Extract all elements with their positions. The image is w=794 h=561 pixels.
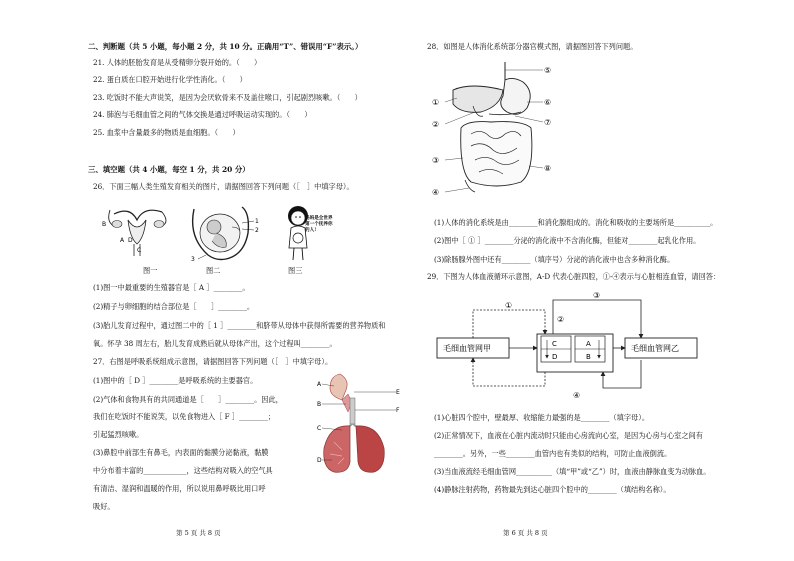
- digestive-system-figure: [431, 62, 561, 200]
- resp-label-b: B: [317, 401, 322, 408]
- q29-line4: (3)当血液流经毛细血管网__________（填“甲”或“乙”）时，血液由静脉血变为动脉血。: [434, 467, 711, 476]
- digest-label-6: ⑥: [544, 98, 552, 107]
- circulation-diagram: [433, 288, 705, 403]
- q29-stem: 29．下图为人体血液循环示意图，A-D 代表心脏四腔，①-④表示与心脏相连血管，请回答：: [427, 272, 721, 281]
- q23: 23. 吃饭时不能大声说笑，是因为会厌软骨来不及盖住喉口，引起剧烈咳嗽。（ ）: [93, 93, 362, 102]
- fig1-caption: 图一: [143, 266, 158, 275]
- digest-label-8: ⑧: [544, 164, 552, 173]
- q27-line1: (1)图中的［ D ］________是呼吸系统的主要器官。: [93, 376, 258, 385]
- capillary-network-yi: 毛细血管网乙: [631, 344, 679, 353]
- vessel-4: ④: [573, 391, 581, 400]
- digest-label-7: ⑦: [544, 118, 552, 127]
- chamber-b: B: [586, 353, 591, 361]
- q27-line5: (3)鼻腔中前部生有鼻毛，内表面的黏膜分泌黏液，黏膜: [93, 448, 269, 457]
- q29-line3: ________。另外，一些________血管内也有类似的结构，可防止血液倒流。: [434, 449, 672, 458]
- mother-speech-bubble: 妈妈是全世界第一个抚养你的人!: [305, 216, 333, 234]
- fig1-label-b: B: [102, 221, 107, 228]
- q24: 24. 肺泡与毛细血管之间的气体交换是通过呼吸运动实现的。（ ）: [93, 110, 312, 119]
- q26-line3: (3)胎儿发育过程中，通过图二中的［ 1 ］________和脐带从母体中获得所需要的营养物质和: [93, 321, 386, 330]
- respiratory-system-figure: [312, 372, 402, 482]
- q27-line4: 引起猛烈咳嗽。: [93, 430, 144, 439]
- fig2-label-1: 1: [255, 218, 259, 225]
- q21: 21. 人体的胚胎发育是从受精卵分裂开始的。（ ）: [93, 58, 262, 67]
- q29-line1: (1)心脏四个腔中，壁最厚、收缩能力最强的是________（填字母）。: [434, 413, 650, 422]
- q27-line3: 我们在吃饭时不能说笑，以免食物进入［ F ］________；: [93, 412, 276, 421]
- vessel-3: ③: [593, 291, 601, 300]
- fig1-label-a: A: [120, 237, 125, 244]
- q27-line7: 有清洁、湿润和温暖的作用，所以说用鼻呼吸比用口呼: [93, 484, 266, 493]
- fetus-figure: [186, 203, 266, 263]
- resp-label-c: C: [317, 425, 322, 432]
- page-footer-left: 第 5 页 共 8 页: [176, 529, 221, 537]
- q27-stem: 27．右图是呼吸系统组成示意图，请据图回答下列问题（［ ］中填字母）。: [93, 357, 333, 366]
- fig2-label-2: 2: [255, 227, 259, 234]
- chamber-d: D: [552, 353, 558, 361]
- digest-label-3: ③: [432, 156, 440, 165]
- chamber-c: C: [552, 340, 557, 348]
- vessel-1: ①: [505, 301, 513, 310]
- q27-line6: 中分布着丰富的____________，这些结构对吸入的空气具: [93, 466, 273, 475]
- q27-line2: (2)气体和食物具有的共同通道是［ ］________。因此，: [93, 395, 283, 404]
- resp-label-a: A: [317, 381, 322, 388]
- uterus-figure: [100, 200, 175, 258]
- q22: 22. 蛋白质在口腔开始进行化学性消化。（ ）: [93, 75, 247, 84]
- fig3-caption: 图三: [288, 266, 303, 275]
- q28-stem: 28．如图是人体消化系统部分器官模式图，请据图回答下列问题。: [427, 42, 638, 51]
- page-6: [397, 0, 794, 561]
- section2-title: 二、判断题（共 5 小题，每小题 2 分，共 10 分。正确用“T”、错误用“F”表示。）: [88, 42, 363, 51]
- q28-line2: (2)图中［ ① ］________分泌的消化液中不含消化酶，但能对________起乳化作用。: [434, 236, 701, 245]
- q26-line4: 氧。怀孕 38 周左右，胎儿发育成熟后就从母体产出，这个过程叫________。: [93, 339, 337, 348]
- digest-label-5: ⑤: [544, 66, 552, 75]
- q25: 25. 血浆中含量最多的物质是血细胞。（ ）: [93, 128, 240, 137]
- q26-line2: (2)精子与卵细胞的结合部位是［ ］________。: [93, 302, 255, 311]
- q29-line5: (4)静脉注射药物，药物最先到达心脏四个腔中的________（填结构名称）。: [434, 485, 671, 494]
- capillary-network-jia: 毛细血管网甲: [443, 344, 491, 353]
- q26-stem: 26．下面三幅人类生殖发育相关的图片，请据图回答下列问题（［ ］中填字母）。: [93, 182, 354, 191]
- q27-line8: 吸好。: [93, 502, 115, 511]
- q26-line1: (1)图一中最重要的生殖器官是［ A ］________。: [93, 283, 250, 292]
- fig2-caption: 图二: [206, 266, 221, 275]
- fig1-label-d: D: [128, 237, 133, 244]
- digest-label-4: ④: [432, 188, 440, 197]
- q29-line2: (2)正常情况下，血液在心脏内流动时只能由心房流向心室，是因为心房与心室之间有: [434, 431, 703, 440]
- resp-label-e: E: [396, 389, 400, 396]
- vessel-2: ②: [557, 315, 565, 324]
- chamber-a: A: [586, 340, 591, 348]
- fig1-label-c: C: [137, 247, 142, 254]
- resp-label-f: F: [396, 407, 400, 414]
- resp-label-d: D: [317, 457, 322, 464]
- page-footer-right: 第 6 页 共 8 页: [503, 529, 548, 537]
- section3-title: 三、填空题（共 4 小题，每空 1 分，共 20 分）: [88, 165, 250, 174]
- q28-line3: (3)除肠腺外图中还有________（填序号）分泌的消化液中也含多种消化酶。: [434, 255, 675, 264]
- digest-label-1: ①: [432, 98, 440, 107]
- fig2-label-3: 3: [191, 256, 195, 263]
- q28-line1: (1)人体的消化系统是由________和消化腺组成的。消化和吸收的主要场所是__________。: [434, 218, 718, 227]
- digest-label-2: ②: [432, 120, 440, 129]
